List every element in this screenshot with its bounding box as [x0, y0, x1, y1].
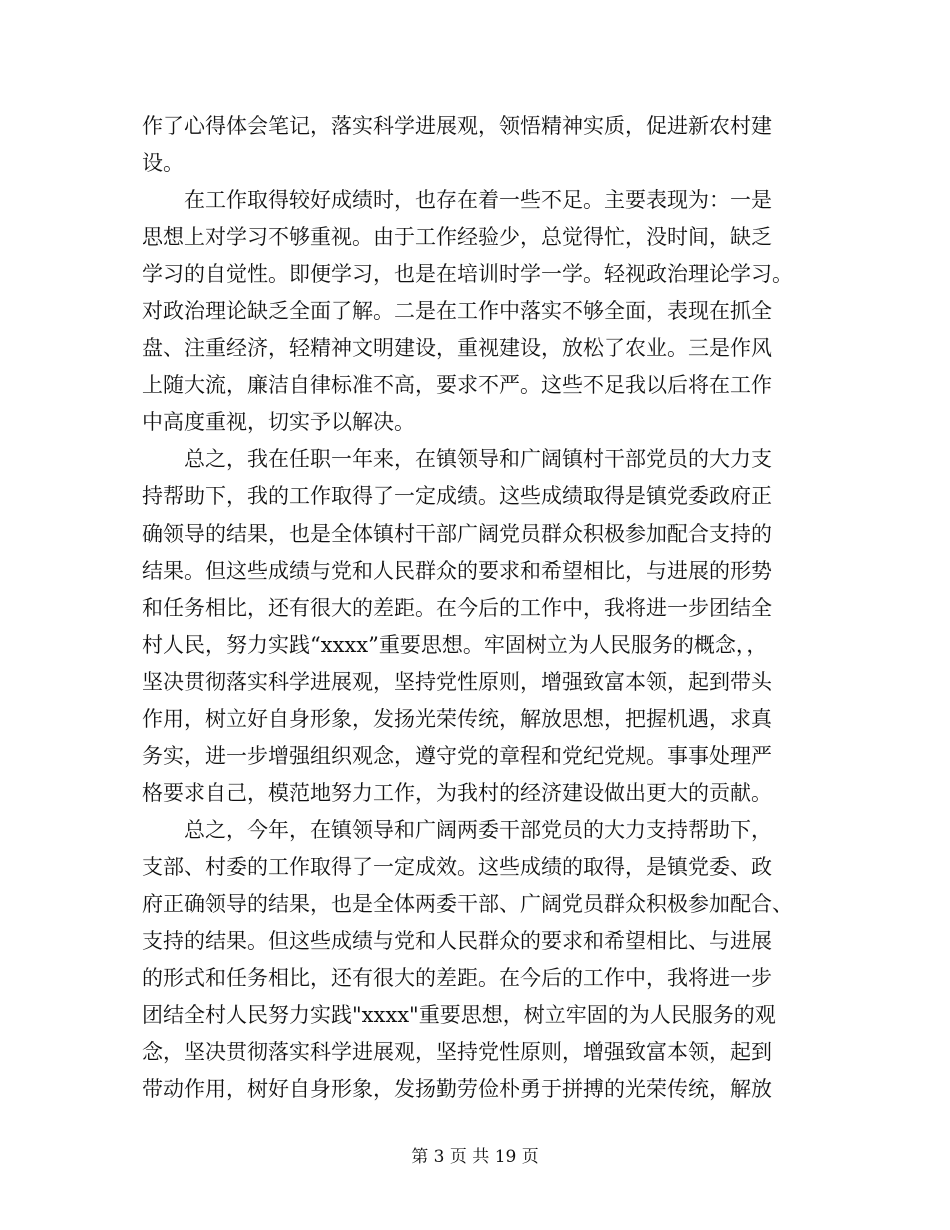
text-line: 团结全村人民努力实践"xxxx"重要思想，树立牢固的为人民服务的观	[142, 1003, 776, 1028]
text-line: 坚决贯彻落实科学进展观，坚持党性原则，增强致富本领，起到带头	[142, 669, 772, 694]
text-line: 和任务相比，还有很大的差距。在今后的工作中，我将进一步团结全	[142, 595, 772, 620]
text-line: 总之，今年，在镇领导和广阔两委干部党员的大力支持帮助下，	[142, 817, 772, 842]
text-line: 对政治理论缺乏全面了解。二是在工作中落实不够全面，表现在抓全	[142, 299, 772, 324]
text-line: 支持的结果。但这些成绩与党和人民群众的要求和希望相比、与进展	[142, 929, 772, 954]
text-line: 务实，进一步增强组织观念，遵守党的章程和党纪党规。事事处理严	[142, 743, 772, 768]
text-line: 确领导的结果，也是全体镇村干部广阔党员群众积极参加配合支持的	[142, 521, 772, 546]
text-line: 府正确领导的结果，也是全体两委干部、广阔党员群众积极参加配合、	[142, 891, 793, 916]
text-line: 结果。但这些成绩与党和人民群众的要求和希望相比，与进展的形势	[142, 558, 772, 583]
text-line: 持帮助下，我的工作取得了一定成绩。这些成绩取得是镇党委政府正	[142, 484, 772, 509]
text-line: 作用，树立好自身形象，发扬光荣传统，解放思想，把握机遇，求真	[142, 706, 772, 731]
text-line: 盘、注重经济，轻精神文明建设，重视建设，放松了农业。三是作风	[142, 336, 772, 361]
page-number-footer: 第 3 页 共 19 页	[411, 1147, 539, 1167]
text-line: 学习的自觉性。即便学习，也是在培训时学一学。轻视政治理论学习。	[142, 262, 793, 287]
text-line: 支部、村委的工作取得了一定成效。这些成绩的取得，是镇党委、政	[142, 854, 772, 879]
text-line: 设。	[142, 151, 184, 176]
text-line: 总之，我在任职一年来，在镇领导和广阔镇村干部党员的大力支	[142, 447, 772, 472]
text-line: 在工作取得较好成绩时，也存在着一些不足。主要表现为：一是	[142, 188, 772, 213]
text-line: 中高度重视，切实予以解决。	[142, 410, 415, 435]
text-line: 带动作用，树好自身形象，发扬勤劳俭朴勇于拼搏的光荣传统，解放	[142, 1077, 772, 1102]
text-line: 村人民，努力实践“xxxx”重要思想。牢固树立为人民服务的概念，，	[142, 632, 768, 657]
text-line: 的形式和任务相比，还有很大的差距。在今后的工作中，我将进一步	[142, 966, 772, 991]
text-line: 上随大流，廉洁自律标准不高，要求不严。这些不足我以后将在工作	[142, 373, 772, 398]
text-line: 格要求自己，模范地努力工作，为我村的经济建设做出更大的贡献。	[142, 780, 772, 805]
text-line: 思想上对学习不够重视。由于工作经验少，总觉得忙，没时间，缺乏	[142, 225, 772, 250]
document-body	[142, 108, 812, 1108]
text-line: 念，坚决贯彻落实科学进展观，坚持党性原则，增强致富本领，起到	[142, 1040, 772, 1065]
text-line: 作了心得体会笔记，落实科学进展观，领悟精神实质，促进新农村建	[142, 114, 772, 138]
